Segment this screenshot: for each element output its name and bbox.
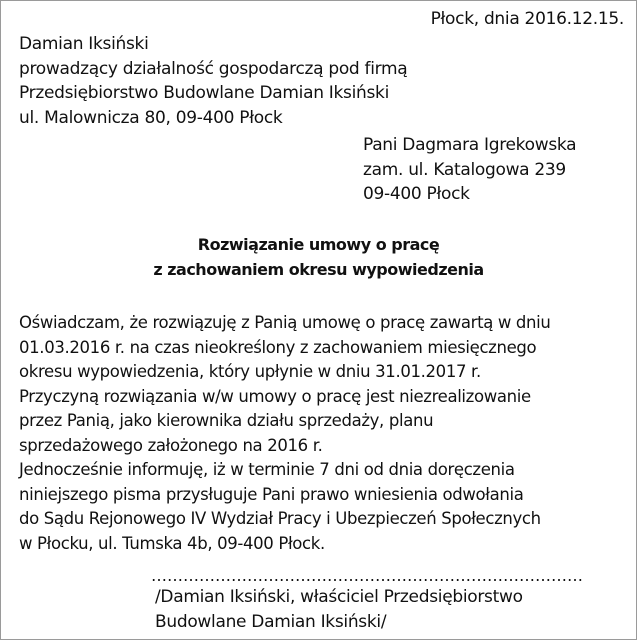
- body-line: niniejszego pisma przysługuje Pani prawo wniesienia odwołania: [19, 484, 524, 504]
- document-title: [1, 233, 636, 282]
- place-date: Płock, dnia 2016.12.15.: [430, 9, 624, 29]
- body-line: do Sądu Rejonowego IV Wydział Pracy i Ubezpieczeń Społecznych: [19, 509, 541, 528]
- signature-dotted-line: ………………………………………………………………………: [151, 566, 583, 585]
- title-line-2: z zachowaniem okresu wypowiedzenia: [153, 259, 484, 279]
- signature-line-2: Budowlane Damian Iksiński/: [155, 611, 387, 632]
- recipient-street: zam. ul. Katalogowa 239: [363, 159, 566, 180]
- body-line: w Płocku, ul. Tumska 4b, 09-400 Płock.: [19, 533, 325, 553]
- body-line: sprzedażowego założonego na 2016 r.: [19, 435, 323, 455]
- signature-line-1: /Damian Iksiński, właściciel Przedsiębiorstwo: [155, 587, 523, 607]
- letter-body: [19, 311, 551, 556]
- sender-block: [19, 32, 407, 130]
- sender-business-description: prowadzący działalność gospodarczą pod firmą: [19, 58, 408, 79]
- recipient-city: 09-400 Płock: [363, 184, 470, 204]
- signature-block: [155, 585, 523, 634]
- body-line: Jednocześnie informuję, iż w terminie 7 dni od dnia doręczenia: [19, 460, 515, 479]
- recipient-block: [363, 133, 576, 207]
- sender-address: ul. Malownicza 80, 09-400 Płock: [19, 107, 283, 128]
- body-line: przez Panią, jako kierownika działu sprzedaży, planu: [19, 411, 434, 430]
- body-line: Przyczyną rozwiązania w/w umowy o pracę jest niezrealizowanie: [19, 386, 531, 406]
- recipient-name: Pani Dagmara Igrekowska: [363, 135, 577, 155]
- body-line: 01.03.2016 r. na czas nieokreślony z zachowaniem miesięcznego: [19, 337, 537, 357]
- body-line: okresu wypowiedzenia, który upłynie w dniu 31.01.2017 r.: [19, 362, 481, 381]
- title-line-1: Rozwiązanie umowy o pracę: [197, 235, 440, 254]
- sender-company-name: Przedsiębiorstwo Budowlane Damian Iksiński: [19, 83, 390, 103]
- sender-name: Damian Iksiński: [19, 34, 149, 54]
- body-line: Oświadczam, że rozwiązuję z Panią umowę o pracę zawartą w dniu: [19, 313, 551, 332]
